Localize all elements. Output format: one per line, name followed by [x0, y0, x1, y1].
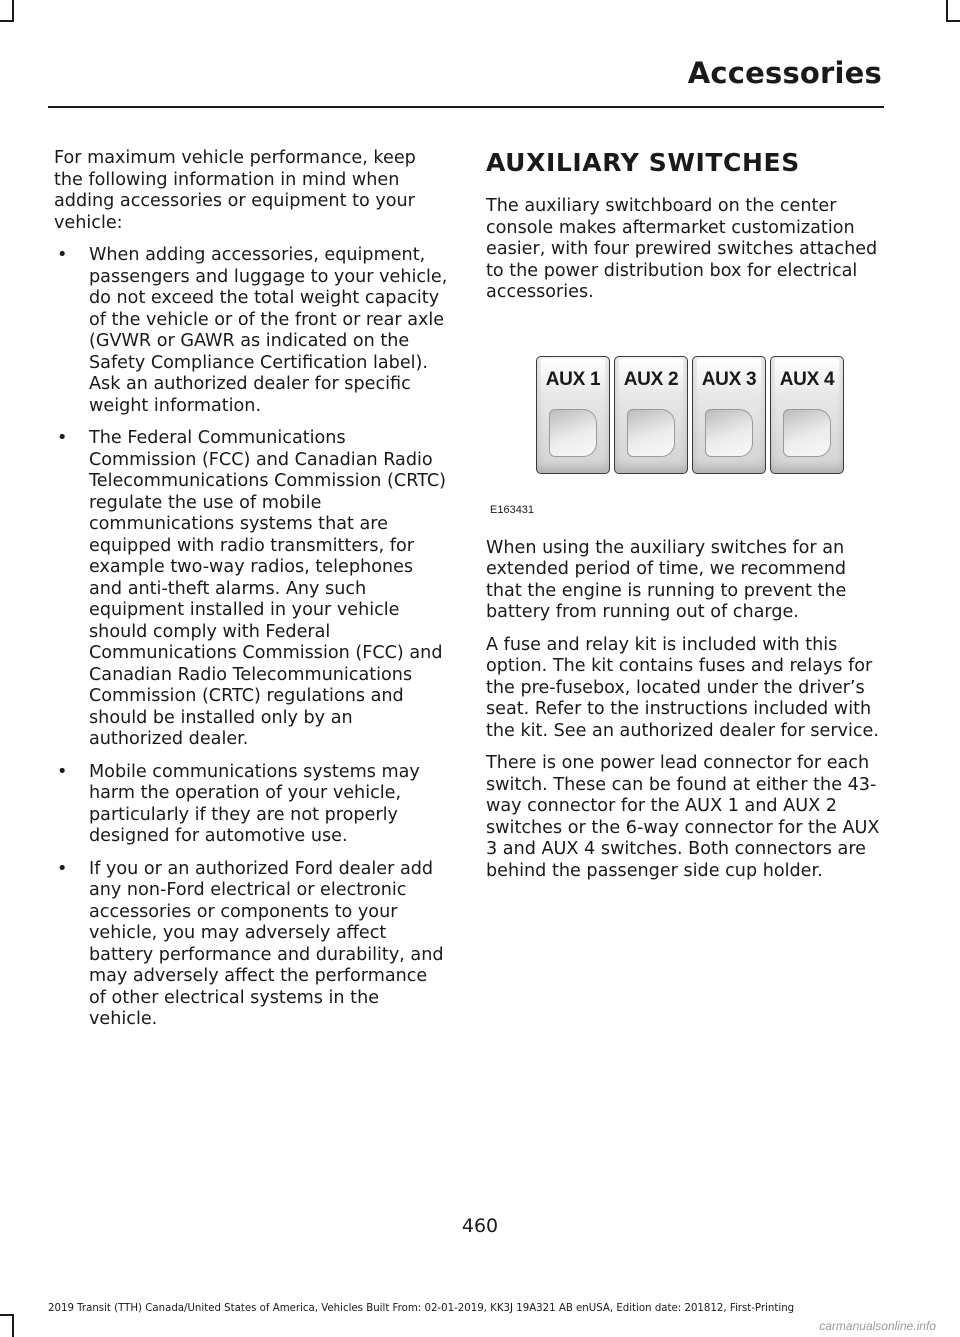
watermark: carmanualsonline.info: [819, 1319, 936, 1333]
fuse-relay-kit-paragraph: A fuse and relay kit is included with this option. The kit contains fuses and relays for the pre-fusebox, located under the driver’s seat. Refer to the instructions included with the kit. See an authorized dealer for service.: [486, 634, 879, 741]
bullet-item: [54, 762, 449, 848]
right-column: [486, 146, 882, 893]
aux-switch-2: [614, 356, 688, 474]
crop-mark-top-right-h: [946, 20, 960, 22]
section-heading-auxiliary-switches: AUXILIARY SWITCHES: [486, 148, 800, 177]
left-column: [54, 148, 449, 1042]
aux-switch-label: AUX 2: [623, 368, 679, 390]
switchboard-description: The auxiliary switchboard on the center console makes aftermarket customization easier, with four prewired switches attached to the power distribution box for electrical accessories.: [486, 196, 878, 302]
power-lead-connector-paragraph: There is one power lead connector for each switch. These can be found at either the 43-way connector for the AUX 1 and AUX 2 switches or the 6-way connector for the AUX 3 and AUX 4 switches. Both connectors are behind the passenger side cup holder.: [486, 753, 880, 881]
aux-switches-figure: [486, 356, 882, 516]
header-divider: [48, 106, 884, 108]
bullet-text: The Federal Communications Commission (FCC) and Canadian Radio Telecommunications Commission (CRTC) regulate the use of mobile communications systems that are equipped with radio transmitters, for example two-way radios, telephones and anti-theft alarms. Any such equipment installed in your vehicle should comply with Federal Communications Commission (FCC) and Canadian Radio Telecommunications Commission (CRTC) regulations and should be installed only by an authorized dealer.: [89, 428, 447, 749]
page-header-title: Accessories: [687, 56, 882, 90]
intro-paragraph: For maximum vehicle performance, keep the following information in mind when adding accessories or equipment to your vehicle:: [54, 148, 416, 233]
accessory-bullet-list: [54, 245, 449, 1031]
crop-mark-top-right-v: [946, 0, 948, 22]
switch-rocker-icon: [783, 409, 831, 457]
crop-mark-bottom-left-h: [0, 1314, 14, 1316]
crop-mark-top-left-h: [0, 20, 14, 22]
switch-rocker-icon: [627, 409, 675, 457]
extended-use-paragraph: When using the auxiliary switches for an extended period of time, we recommend that the engine is running to prevent the battery from running out of charge.: [486, 537, 847, 622]
bullet-text: If you or an authorized Ford dealer add any non-Ford electrical or electronic accessories or components to your vehicle, you may adversely affect battery performance and durability, and may adversely affect the performance of other electrical systems in the vehicle.: [89, 858, 444, 1029]
aux-switch-label: AUX 4: [779, 368, 835, 390]
aux-switch-3: [692, 356, 766, 474]
crop-mark-bottom-left-v: [12, 1314, 14, 1337]
crop-mark-top-left-v: [12, 0, 14, 22]
aux-switch-4: [770, 356, 844, 474]
bullet-text: Mobile communications systems may harm the operation of your vehicle, particularly if they are not properly designed for automotive use.: [89, 761, 420, 846]
edition-footer: 2019 Transit (TTH) Canada/United States of America, Vehicles Built From: 02-01-2019, KK3J 19A321 AB enUSA, Edition date: 201812, First-Printing: [48, 1303, 795, 1314]
aux-switch-label: AUX 1: [545, 368, 601, 390]
aux-switch-1: [536, 356, 610, 474]
bullet-item: [54, 859, 449, 1031]
switch-rocker-icon: [705, 409, 753, 457]
bullet-text: When adding accessories, equipment, passengers and luggage to your vehicle, do not exceed the total weight capacity of the vehicle or of the front or rear axle (GVWR or GAWR as indicated on the Safety Compliance Certification label). Ask an authorized dealer for specific weight information.: [89, 245, 448, 416]
figure-code: E163431: [490, 503, 535, 516]
bullet-marker: •: [57, 245, 68, 265]
bullet-item: [54, 428, 449, 751]
bullet-marker: •: [57, 858, 68, 879]
bullet-marker: •: [57, 761, 68, 782]
switch-rocker-icon: [549, 409, 597, 457]
bullet-item: [54, 245, 449, 417]
bullet-marker: •: [57, 428, 68, 448]
page-number: 460: [461, 1215, 499, 1237]
aux-switch-label: AUX 3: [701, 368, 757, 390]
